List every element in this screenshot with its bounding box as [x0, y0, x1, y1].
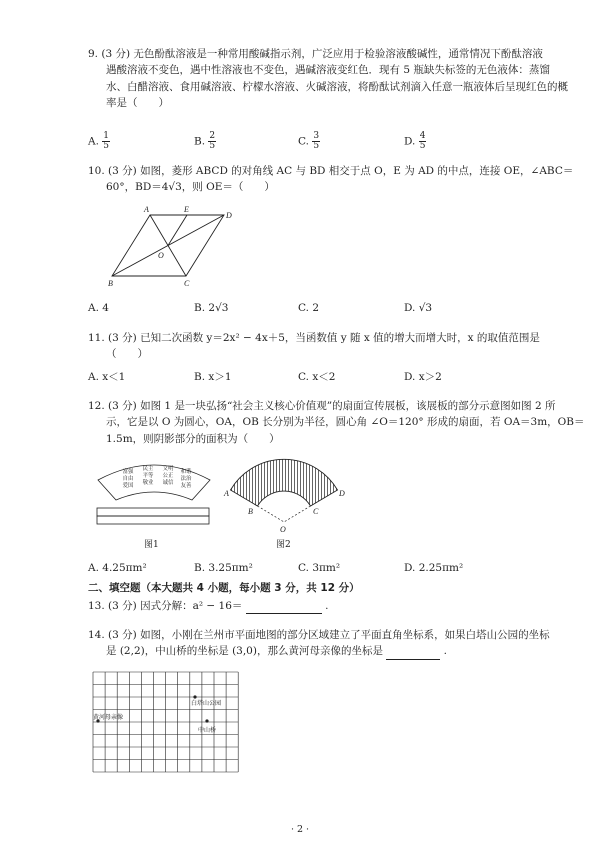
rhombus-figure — [110, 202, 230, 288]
q14-answer-blank[interactable] — [386, 648, 440, 660]
sector-label-a: A — [224, 489, 229, 498]
question-13 — [88, 598, 558, 614]
fan-display-figure — [94, 456, 214, 540]
value-word-12: 友善 — [180, 483, 192, 489]
q10-option-c[interactable]: C. 2 — [298, 302, 320, 314]
q10-line-1: 10. (3 分) 如图，菱形 ABCD 的对角线 AC 与 BD 相交于点 O，E 为 AD 的中点，连接 OE，∠ABC＝ — [88, 165, 574, 177]
question-12 — [88, 398, 585, 447]
q13-end: . — [325, 600, 329, 612]
q10-option-b[interactable]: B. 2√3 — [194, 302, 229, 314]
huanghe-label: 黄河母亲像 — [93, 714, 124, 721]
label-b: B — [108, 279, 113, 288]
question-11 — [88, 330, 558, 363]
value-word-1: 富强 — [122, 469, 134, 475]
q9-option-c-label: C. — [298, 135, 309, 148]
value-word-11: 诚信 — [162, 480, 174, 486]
q10-options — [88, 300, 558, 320]
q9-option-a-fraction — [102, 132, 110, 151]
q9-option-b-label: B. — [194, 135, 206, 148]
q12-line-2: 示，它是以 O 为圆心，OA，OB 长分别为半径，圆心角 ∠O＝120° 形成的扇面，若 OA＝3m，OB＝ — [106, 416, 585, 429]
value-word-5: 自由 — [122, 476, 134, 482]
q9-b-den: 5 — [209, 141, 216, 151]
sector-label-b: B — [248, 507, 253, 516]
q9-c-den: 5 — [313, 141, 320, 151]
q12-option-d[interactable]: D. 2.25πm² — [404, 562, 464, 574]
shaded-sector — [231, 459, 338, 506]
q14-line-2: 是 (2,2)，中山桥的坐标是 (3,0)，那么黄河母亲像的坐标是 — [106, 645, 383, 658]
q9-c-num: 3 — [313, 131, 320, 141]
zhongshan-point — [205, 719, 208, 722]
q9-option-d[interactable] — [404, 132, 426, 151]
label-d: D — [226, 211, 232, 220]
q12-option-b[interactable]: B. 3.25πm² — [194, 562, 253, 574]
zhongshan-label: 中山桥 — [198, 727, 217, 734]
q9-a-num: 1 — [103, 131, 109, 141]
q9-line-3: 水、白醋溶液、食用碱溶液、柠檬水溶液、火碱溶液，将酚酞试剂滴入任意一瓶液体后呈现红色的概 — [106, 80, 568, 93]
question-9 — [88, 46, 568, 111]
section-fill-in-heading: 二、填空题（本大题共 4 小题，每小题 3 分，共 12 分） — [88, 582, 360, 594]
q9-line-4: 率是（ ） — [106, 96, 169, 109]
q9-b-num: 2 — [209, 131, 216, 141]
q9-option-c-fraction — [312, 132, 320, 151]
q9-d-den: 5 — [419, 141, 426, 151]
baita-label: 白塔山公园 — [191, 700, 222, 707]
q14-line-1: 14. (3 分) 如图，小刚在兰州市平面地图的部分区域建立了平面直角坐标系，如果白塔山公园的坐标 — [88, 629, 550, 641]
q9-option-a[interactable] — [88, 132, 110, 151]
value-word-8: 法治 — [180, 476, 192, 482]
q11-line-2: （ ） — [106, 348, 148, 361]
q9-options — [88, 132, 558, 152]
q10-option-a[interactable]: A. 4 — [88, 302, 109, 314]
label-a: A — [144, 205, 149, 214]
page-number: · 2 · — [290, 824, 310, 835]
q9-a-den: 5 — [103, 141, 109, 151]
q10-option-d[interactable]: D. √3 — [404, 302, 433, 314]
q12-option-a[interactable]: A. 4.25πm² — [88, 562, 147, 574]
map-grid-figure — [92, 670, 242, 774]
q10-line-2: 60°，BD＝4√3，则 OE＝（ ） — [106, 181, 275, 194]
question-14 — [88, 627, 558, 660]
sector-figure — [224, 446, 346, 540]
label-c: C — [184, 279, 190, 288]
q11-option-d[interactable]: D. x＞2 — [404, 371, 442, 383]
q14-end: . — [443, 645, 447, 658]
q11-line-1: 11. (3 分) 已知二次函数 y＝2x² − 4x＋5，当函数值 y 随 x 值的增大而增大时，x 的取值范围是 — [88, 332, 540, 344]
q9-line-2: 遇酸溶液不变色，遇中性溶液也不变色，遇碱溶液变红色．现有 5 瓶缺失标签的无色液体：蒸馏 — [106, 64, 550, 77]
label-o: O — [158, 251, 164, 260]
stand-top — [97, 508, 209, 516]
segment-oe — [168, 215, 187, 246]
q11-option-c[interactable]: C. x＜2 — [298, 371, 336, 383]
q12-line-3: 1.5m，则阴影部分的面积为（ ） — [106, 432, 280, 445]
q12-options — [88, 560, 558, 580]
q13-answer-blank[interactable] — [246, 602, 322, 614]
sector-label-c: C — [313, 507, 319, 516]
value-word-2: 民主 — [142, 466, 154, 472]
dashed-ob — [258, 506, 285, 522]
value-word-6: 平等 — [142, 473, 154, 479]
q12-line-1: 12. (3 分) 如图 1 是一块弘扬“社会主义核心价值观”的扇面宣传展板，该展板的部分示意图如图 2 所 — [88, 400, 556, 412]
stand-bottom — [97, 516, 209, 524]
fan-outline — [98, 465, 210, 500]
q9-option-b-fraction — [208, 132, 216, 151]
value-word-9: 爱国 — [122, 483, 134, 489]
sector-label-o: O — [280, 525, 286, 534]
value-word-3: 文明 — [162, 466, 174, 472]
q11-option-b[interactable]: B. x＞1 — [194, 371, 232, 383]
q9-option-d-fraction — [419, 132, 427, 151]
q9-option-c[interactable] — [298, 132, 320, 151]
q12-option-c[interactable]: C. 3πm² — [298, 562, 341, 574]
value-word-7: 公正 — [162, 473, 174, 479]
question-10 — [88, 163, 574, 196]
coordinate-grid — [93, 672, 238, 772]
q9-d-num: 4 — [419, 131, 426, 141]
sector-label-d: D — [339, 489, 345, 498]
label-e: E — [184, 205, 189, 214]
value-word-10: 敬业 — [142, 480, 154, 486]
q9-option-b[interactable] — [194, 132, 216, 151]
baita-point — [193, 695, 196, 698]
q9-option-a-label: A. — [88, 135, 99, 148]
figure-1-caption: 图1 — [144, 540, 159, 550]
q11-options — [88, 369, 558, 389]
value-word-4: 和谐 — [180, 469, 192, 475]
q9-option-d-label: D. — [404, 135, 416, 148]
dashed-oc — [284, 506, 311, 522]
q13-text: 13. (3 分) 因式分解：a² − 16＝ — [88, 600, 243, 612]
figure-2-caption: 图2 — [276, 540, 291, 550]
q11-option-a[interactable]: A. x＜1 — [88, 371, 126, 383]
q9-line-1: 9. (3 分) 无色酚酞溶液是一种常用酸碱指示剂，广泛应用于检验溶液酸碱性，通常情况下酚酞溶液 — [88, 48, 543, 60]
